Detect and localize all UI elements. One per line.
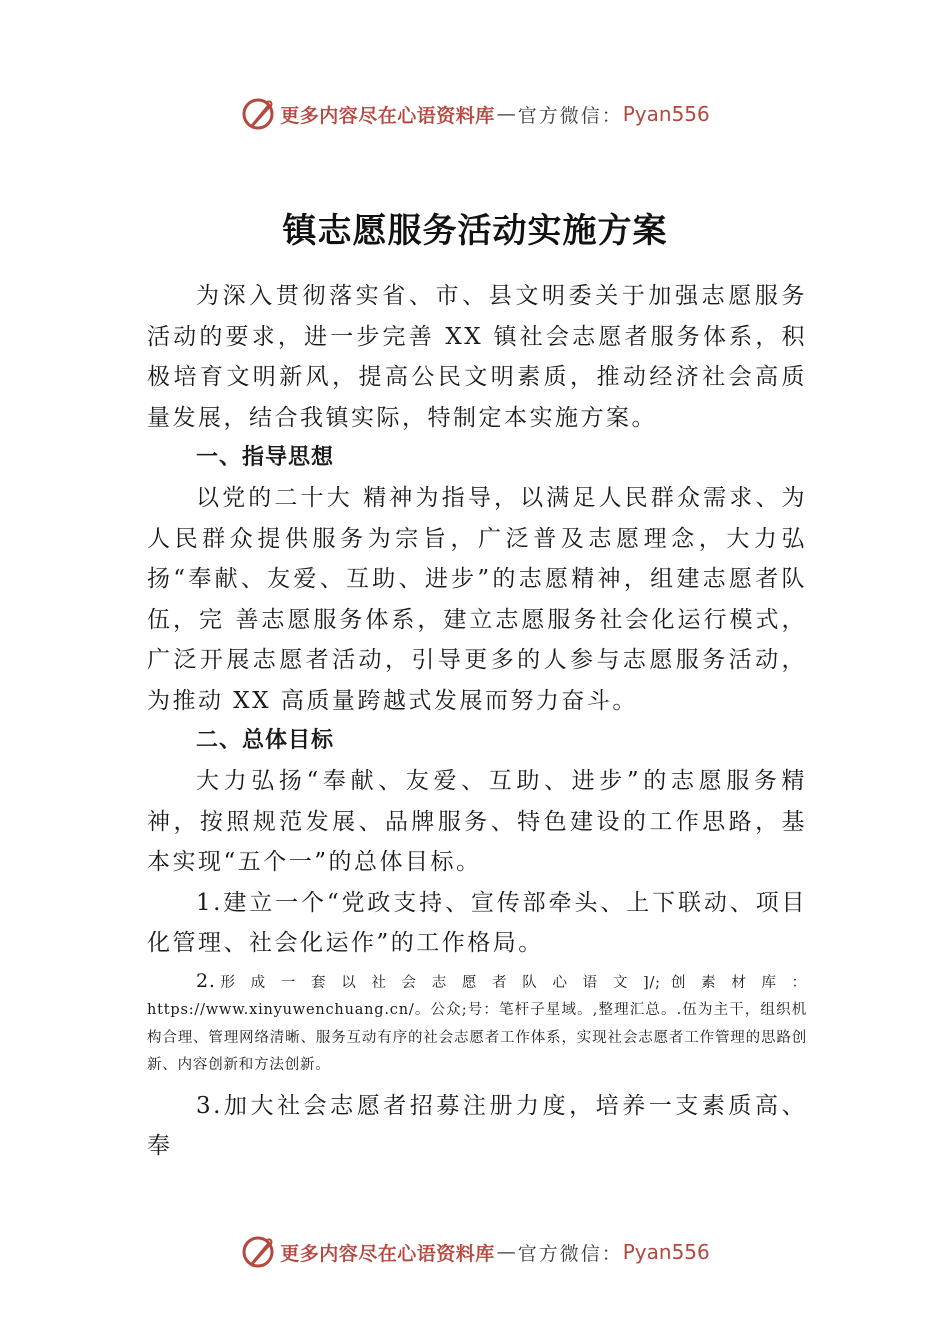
quill-pen-logo-icon (240, 1234, 276, 1270)
goal-item-3: 3.加大社会志愿者招募注册力度，培养一支素质高、奉 (147, 1092, 807, 1159)
goal-item-2-text: 形 成 一 套 以 社 会 志 愿 者 队 心 语 文 ]/; 创 素 材 库 ： https://www.xinyuwenchuang.cn/。公众;号：笔杆子星域。,整理汇总。.伍为主干，组织机构合理、管理网络清晰、服务互动有序的社会志愿者工作体系，实现社会志愿者工作管理的思路创新、内容创新和方法创新。 (147, 974, 807, 1073)
footer-watermark (0, 1232, 950, 1272)
section-heading-overall-goals: 二、总体目标 (196, 728, 335, 753)
watermark-wechat-id: Pyan556 (622, 1240, 710, 1264)
watermark-separator: — (496, 103, 516, 125)
watermark-wechat-id: Pyan556 (622, 102, 710, 126)
header-watermark (0, 94, 950, 134)
goal-item-2-number: 2. (196, 969, 216, 992)
document-body (147, 276, 807, 1167)
intro-paragraph: 为深入贯彻落实省、市、县文明委关于加强志愿服务活动的要求，进一步完善 XX 镇社会志愿者服务体系，积极培育文明新风，提高公民文明素质，推动经济社会高质量发展，结合我镇实际，特制定本实施方案。 (147, 283, 807, 431)
document-title: 镇志愿服务活动实施方案 (282, 210, 668, 251)
overall-goals-paragraph: 大力弘扬“奉献、友爱、互助、进步”的志愿服务精神，按照规范发展、品牌服务、特色建设的工作思路，基本实现“五个一”的总体目标。 (147, 768, 807, 875)
goal-item-1: 1.建立一个“党政支持、宣传部牵头、上下联动、项目化管理、社会化运作”的工作格局。 (147, 889, 807, 956)
guiding-ideology-paragraph: 以党的二十大 精神为指导，以满足人民群众需求、为人民群众提供服务为宗旨，广泛普及志愿理念，大力弘扬“奉献、友爱、互助、进步”的志愿精神，组建志愿者队伍，完 善志愿服务体系，建立志愿服务社会化运行模式，广泛开展志愿者活动，引导更多的人参与志愿服务活动，为推动 XX 高质量跨越式发展而努力奋斗。 (147, 485, 807, 714)
watermark-separator: — (496, 1241, 516, 1263)
watermark-wechat-label: 官方微信： (517, 104, 623, 127)
goal-item-2 (147, 968, 807, 1080)
watermark-brand-text: 更多内容尽在心语资料库 (280, 1242, 495, 1265)
quill-pen-logo-icon (240, 96, 276, 132)
section-heading-guiding-ideology: 一、指导思想 (196, 445, 335, 470)
watermark-brand-text: 更多内容尽在心语资料库 (280, 104, 495, 127)
watermark-wechat-label: 官方微信： (517, 1242, 623, 1265)
